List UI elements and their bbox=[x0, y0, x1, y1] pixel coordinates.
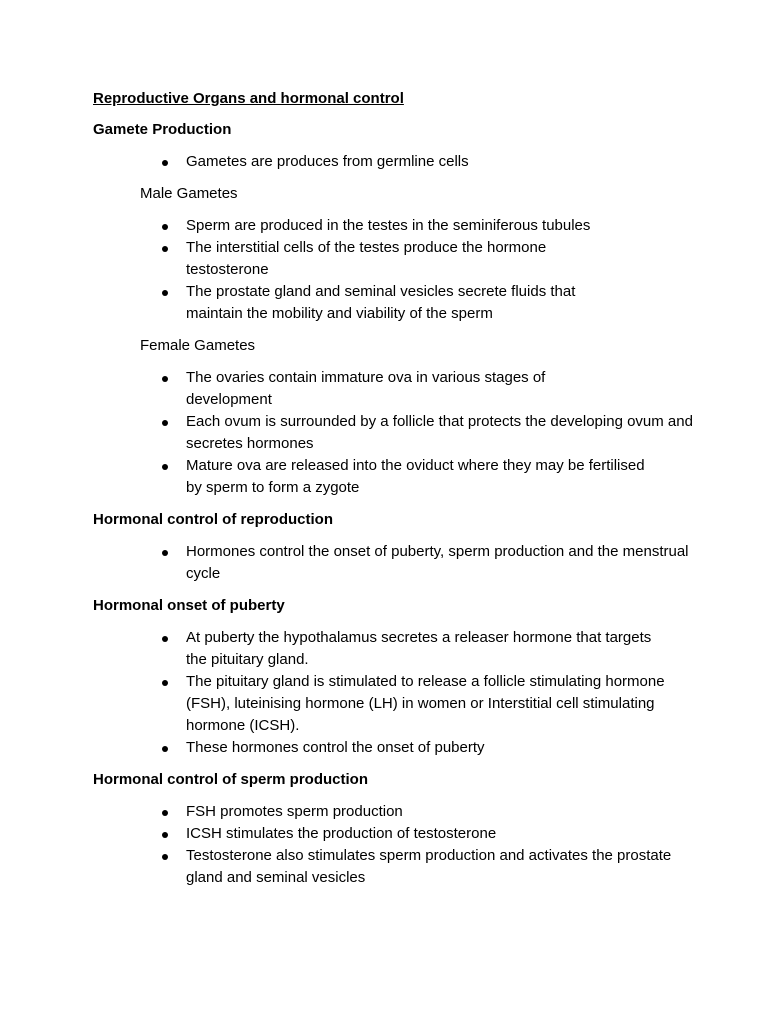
bullet-icon bbox=[162, 224, 168, 230]
list-item bbox=[160, 845, 696, 889]
bullet-icon bbox=[162, 290, 168, 296]
section-heading-gamete-production: Gamete Production bbox=[93, 121, 232, 138]
male-gametes-list bbox=[160, 215, 700, 325]
list-item-text: The interstitial cells of the testes produce the hormone testosterone bbox=[186, 239, 547, 278]
bullet-icon bbox=[162, 636, 168, 642]
section-heading-sperm-production: Hormonal control of sperm production bbox=[93, 771, 369, 788]
list-item-text: Mature ova are released into the oviduct where they may be fertilised by sperm to form a zygote bbox=[186, 457, 645, 496]
list-item-text: At puberty the hypothalamus secretes a releaser hormone that targets the pituitary gland. bbox=[186, 629, 652, 668]
bullet-icon bbox=[162, 550, 168, 556]
section-heading-hormonal-control: Hormonal control of reproduction bbox=[93, 511, 333, 528]
gamete-production-list bbox=[160, 151, 700, 173]
list-item bbox=[160, 823, 700, 845]
list-item bbox=[160, 541, 706, 585]
list-item-text: The pituitary gland is stimulated to release a follicle stimulating hormone (FSH), luteinising hormone (LH) in women or Interstitial cell stimulating hormone (ICSH). bbox=[186, 673, 665, 734]
subheading-male-gametes: Male Gametes bbox=[140, 185, 238, 202]
document-title: Reproductive Organs and hormonal control bbox=[93, 90, 404, 107]
bullet-icon bbox=[162, 746, 168, 752]
section-heading-onset-puberty: Hormonal onset of puberty bbox=[93, 597, 285, 614]
list-item bbox=[160, 411, 706, 455]
list-item bbox=[160, 215, 700, 237]
female-gametes-list bbox=[160, 367, 700, 499]
list-item bbox=[160, 737, 700, 759]
bullet-icon bbox=[162, 464, 168, 470]
bullet-icon bbox=[162, 160, 168, 166]
list-item-text: Testosterone also stimulates sperm production and activates the prostate gland and seminal vesicles bbox=[186, 847, 672, 886]
list-item bbox=[160, 281, 616, 325]
bullet-icon bbox=[162, 420, 168, 426]
list-item-text: The ovaries contain immature ova in various stages of development bbox=[186, 369, 546, 408]
list-item-text: Gametes are produces from germline cells bbox=[186, 153, 469, 170]
bullet-icon bbox=[162, 376, 168, 382]
list-item-text: ICSH stimulates the production of testosterone bbox=[186, 825, 497, 842]
list-item-text: Sperm are produced in the testes in the seminiferous tubules bbox=[186, 217, 591, 234]
list-item bbox=[160, 237, 596, 281]
bullet-icon bbox=[162, 810, 168, 816]
list-item bbox=[160, 801, 700, 823]
list-item bbox=[160, 671, 686, 737]
list-item bbox=[160, 455, 656, 499]
list-item-text: The prostate gland and seminal vesicles secrete fluids that maintain the mobility and viability of the sperm bbox=[186, 283, 576, 322]
bullet-icon bbox=[162, 832, 168, 838]
list-item-text: Hormones control the onset of puberty, sperm production and the menstrual cycle bbox=[186, 543, 689, 582]
bullet-icon bbox=[162, 680, 168, 686]
onset-puberty-list bbox=[160, 627, 700, 759]
list-item bbox=[160, 367, 596, 411]
list-item bbox=[160, 151, 700, 173]
sperm-production-list bbox=[160, 801, 700, 889]
list-item-text: FSH promotes sperm production bbox=[186, 803, 403, 820]
list-item-text: These hormones control the onset of puberty bbox=[186, 739, 485, 756]
hormonal-control-list bbox=[160, 541, 700, 585]
bullet-icon bbox=[162, 246, 168, 252]
list-item-text: Each ovum is surrounded by a follicle that protects the developing ovum and secretes hormones bbox=[186, 413, 693, 452]
list-item bbox=[160, 627, 676, 671]
subheading-female-gametes: Female Gametes bbox=[140, 337, 256, 354]
bullet-icon bbox=[162, 854, 168, 860]
